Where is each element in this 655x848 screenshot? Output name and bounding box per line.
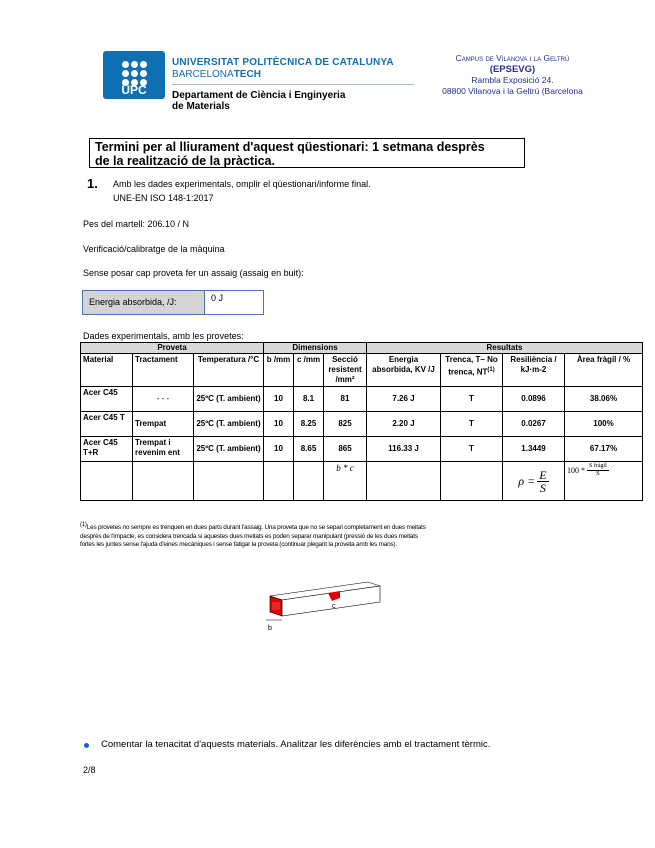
cell-section: 825: [324, 412, 367, 437]
deadline-line1: Termini per al lliurament d'aquest qüestionari: 1 setmana desprès: [95, 140, 485, 154]
table-row: [81, 437, 643, 462]
header-treatment: Tractament: [133, 354, 194, 387]
section-standard: UNE-EN ISO 148-1:2017: [113, 193, 214, 203]
cell-c: 8.1: [294, 387, 324, 412]
bullet-icon: [84, 743, 89, 748]
header-broken: Trenca, T– No trenca, NT$^{(1)}$: [441, 354, 503, 387]
campus-street: Rambla Exposició 24.: [471, 75, 554, 85]
cell-energy: 2.20 J: [367, 412, 441, 437]
cell-energy: 116.33 J: [367, 437, 441, 462]
cell-fragile: 100%: [565, 412, 643, 437]
cell-fragile: 38.06%: [565, 387, 643, 412]
header-divider: [172, 84, 414, 85]
cell-resilience: 1.3449: [503, 437, 565, 462]
cell-b: 10: [264, 437, 294, 462]
cell-material: Acer C45 T: [81, 412, 133, 437]
header-material: Material: [81, 354, 133, 387]
field-separator: [204, 291, 205, 314]
cell-b: 10: [264, 387, 294, 412]
section-number: 1.: [87, 176, 98, 191]
label-b: b: [268, 625, 272, 632]
cell-material: Acer C45 T+R: [81, 437, 133, 462]
cell-fragile: 67.17%: [565, 437, 643, 462]
department-line2: de Materials: [172, 101, 230, 112]
absorbed-energy-field: [82, 290, 264, 315]
footnote: $^{(1)}$Les provetes no sempre es trenquen en dues parts durant l'assaig. Una proveta que no se separi completament en dues meitats després de l'impacte, es considera trencada si aquestes dues meitats es poden separar manipulant (pressió de les dues meitats fortes les juntes sense l'ajuda d'eines mecàniques i sense fatigar la proveta (continuar plegant la proveta amb les mans).: [80, 522, 426, 549]
section-formula: b * c: [324, 462, 367, 501]
table-row: [81, 387, 643, 412]
campus-name: Campus de Vilanova i la Geltrú: [455, 53, 570, 63]
barcelonatech: BARCELONATECH: [172, 69, 261, 80]
empty-cell: [367, 462, 441, 501]
department-line1: Departament de Ciència i Enginyeria: [172, 90, 346, 101]
absorbed-energy-value[interactable]: 0 J: [211, 293, 224, 303]
university-name: UNIVERSITAT POLITÈCNICA DE CATALUNYA: [172, 57, 394, 68]
header-resilience: Resiliència / kJ·m-2: [503, 354, 565, 387]
table-caption: Dades experimentals, amb les provetes:: [83, 331, 244, 341]
cell-temperature: 25ºC (T. ambient): [194, 437, 264, 462]
calibration-text: Verificació/calibratge de la màquina: [83, 244, 225, 254]
cell-treatment: Trempat i revenim ent: [133, 437, 194, 462]
experimental-data-table: [80, 342, 643, 501]
cell-section: 865: [324, 437, 367, 462]
campus-code: (EPSEVG): [489, 64, 536, 75]
group-resultats: Resultats: [367, 343, 643, 354]
cell-treatment: - - -: [133, 387, 194, 412]
empty-test-text: Sense posar cap proveta fer un assaig (assaig en buit):: [83, 268, 304, 278]
header-energy: Energia absorbida, KV /J: [367, 354, 441, 387]
cell-energy: 7.26 J: [367, 387, 441, 412]
empty-cell: [194, 462, 264, 501]
cell-broken: T: [441, 387, 503, 412]
deadline-line2: de la realització de la pràctica.: [95, 154, 275, 168]
empty-cell: [441, 462, 503, 501]
section-highlight: [272, 602, 280, 610]
cell-temperature: 25ºC (T. ambient): [194, 387, 264, 412]
cell-broken: T: [441, 437, 503, 462]
specimen-diagram: [260, 576, 400, 636]
cell-broken: T: [441, 412, 503, 437]
header-section: Secció resistent /mm²: [324, 354, 367, 387]
header-c: c /mm: [294, 354, 324, 387]
group-proveta: Proveta: [81, 343, 264, 354]
logo-text: UPC: [121, 83, 147, 97]
comment-instruction: Comentar la tenacitat d'aquests materials. Analitzar les diferències amb el tractament tèrmic.: [101, 739, 491, 750]
cell-c: 8.25: [294, 412, 324, 437]
cell-c: 8.65: [294, 437, 324, 462]
group-dimensions: Dimensions: [264, 343, 367, 354]
logo-dots: [103, 55, 165, 82]
hammer-weight: Pes del martell: 206.10 / N: [83, 219, 190, 229]
cell-treatment: Trempat: [133, 412, 194, 437]
header-b: b /mm: [264, 354, 294, 387]
header-fragile-area: Àrea fràgil / %: [565, 354, 643, 387]
upc-logo: [103, 51, 165, 99]
cell-resilience: 0.0267: [503, 412, 565, 437]
deadline-box: [89, 138, 525, 168]
campus-address: [430, 53, 595, 97]
cell-section: 81: [324, 387, 367, 412]
empty-cell: [294, 462, 324, 501]
table-row: [81, 412, 643, 437]
empty-cell: [133, 462, 194, 501]
cell-material: Acer C45: [81, 387, 133, 412]
cell-b: 10: [264, 412, 294, 437]
label-c: c: [332, 603, 336, 610]
absorbed-energy-label: Energia absorbida, /J:: [83, 291, 204, 314]
campus-city: 08800 Vilanova i la Geltrú (Barcelona: [442, 86, 583, 96]
empty-cell: [264, 462, 294, 501]
fragile-area-formula: 100 * $\frac{\text{S fràgil}}{S}$: [565, 462, 643, 501]
resilience-formula: ρ = $\frac{E}{S}$: [503, 462, 565, 501]
empty-cell: [81, 462, 133, 501]
page-number: 2/8: [83, 765, 96, 775]
formula-row: [81, 462, 643, 501]
cell-resilience: 0.0896: [503, 387, 565, 412]
section-instruction: Amb les dades experimentals, omplir el qüestionari/informe final.: [113, 179, 371, 189]
header-temperature: Temperatura /°C: [194, 354, 264, 387]
cell-temperature: 25ºC (T. ambient): [194, 412, 264, 437]
